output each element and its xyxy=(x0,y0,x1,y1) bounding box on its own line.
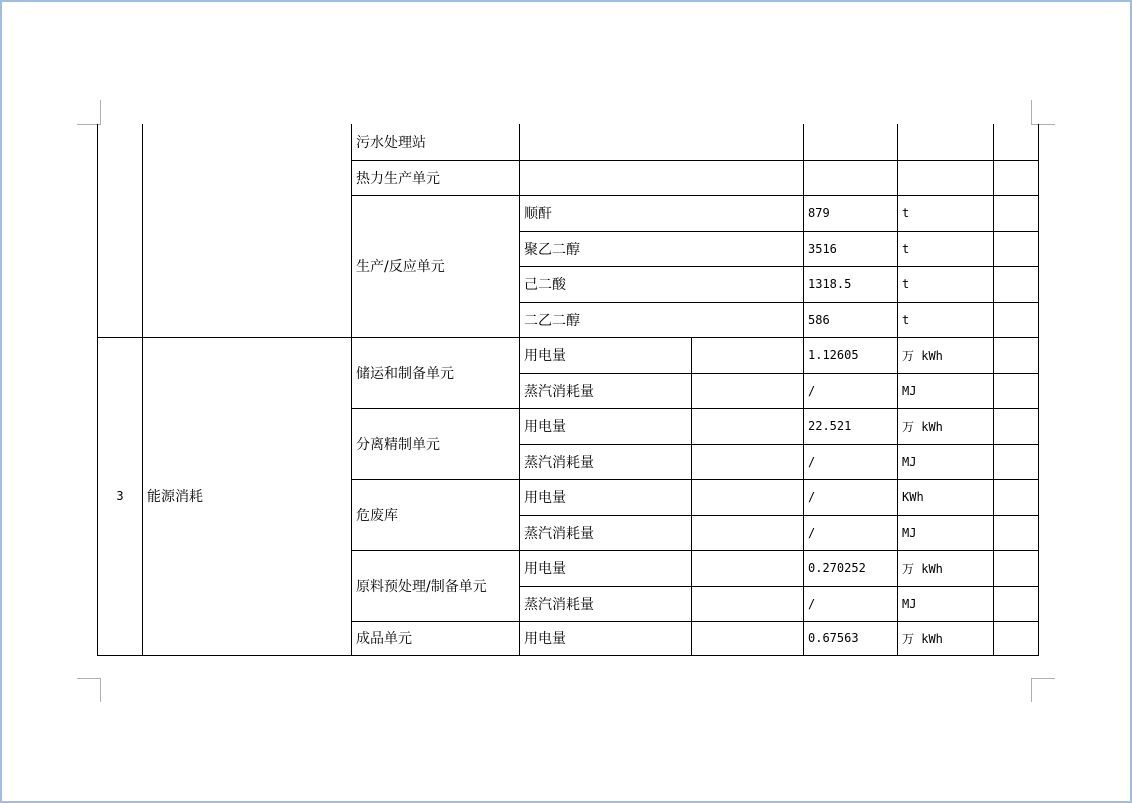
data-table xyxy=(97,124,1039,656)
cell-unit: 污水处理站 xyxy=(352,124,520,160)
cell-unit: 原料预处理/制备单元 xyxy=(352,550,520,621)
cell-item: 顺酐 xyxy=(520,195,804,231)
crop-mark-top-right-v xyxy=(1031,100,1032,124)
cell-item: 用电量 xyxy=(520,408,692,444)
cell-item-extra xyxy=(692,479,804,515)
cell-measure-unit xyxy=(898,160,994,195)
cell-item: 用电量 xyxy=(520,337,692,373)
cell-value: 22.521 xyxy=(804,408,898,444)
cell-value: 0.67563 xyxy=(804,621,898,655)
cell-unit: 成品单元 xyxy=(352,621,520,655)
cell-measure-unit: MJ xyxy=(898,515,994,550)
cell-value: / xyxy=(804,586,898,621)
cell-note xyxy=(994,515,1039,550)
cell-item: 蒸汽消耗量 xyxy=(520,444,692,479)
cell-measure-unit: MJ xyxy=(898,586,994,621)
cell-measure-unit: t xyxy=(898,302,994,337)
cell-value: 3516 xyxy=(804,231,898,266)
cell-item-extra xyxy=(692,408,804,444)
cell-unit: 储运和制备单元 xyxy=(352,337,520,408)
cell-unit: 分离精制单元 xyxy=(352,408,520,479)
cell-measure-unit: MJ xyxy=(898,373,994,408)
cell-measure-unit: t xyxy=(898,195,994,231)
cell-item: 用电量 xyxy=(520,479,692,515)
cell-value: 0.270252 xyxy=(804,550,898,586)
cell-value xyxy=(804,160,898,195)
cell-item: 己二酸 xyxy=(520,266,804,302)
cell-unit: 危废库 xyxy=(352,479,520,550)
cell-item-extra xyxy=(692,337,804,373)
cell-item-extra xyxy=(692,550,804,586)
cell-measure-unit: t xyxy=(898,266,994,302)
cell-value: 586 xyxy=(804,302,898,337)
crop-mark-bottom-right-v xyxy=(1031,678,1032,702)
cell-category: 能源消耗 xyxy=(143,337,352,655)
cell-note xyxy=(994,124,1039,160)
cell-note xyxy=(994,195,1039,231)
cell-item xyxy=(520,160,804,195)
cell-measure-unit: MJ xyxy=(898,444,994,479)
cell-value: / xyxy=(804,444,898,479)
cell-measure-unit xyxy=(898,124,994,160)
cell-item-extra xyxy=(692,586,804,621)
cell-value: / xyxy=(804,479,898,515)
cell-note xyxy=(994,160,1039,195)
cell-measure-unit: t xyxy=(898,231,994,266)
cell-item-extra xyxy=(692,444,804,479)
cell-item: 蒸汽消耗量 xyxy=(520,373,692,408)
cell-measure-unit: 万 kWh xyxy=(898,550,994,586)
cell-note xyxy=(994,266,1039,302)
cell-item: 蒸汽消耗量 xyxy=(520,586,692,621)
cell-no: 3 xyxy=(98,337,143,655)
cell-item: 聚乙二醇 xyxy=(520,231,804,266)
cell-value: / xyxy=(804,373,898,408)
cell-note xyxy=(994,479,1039,515)
cell-value xyxy=(804,124,898,160)
cell-unit: 热力生产单元 xyxy=(352,160,520,195)
cell-item-extra xyxy=(692,373,804,408)
cell-item-extra xyxy=(692,621,804,655)
cell-unit: 生产/反应单元 xyxy=(352,195,520,337)
cell-measure-unit: 万 kWh xyxy=(898,408,994,444)
table-row xyxy=(98,337,1039,373)
cell-value: 1318.5 xyxy=(804,266,898,302)
cell-item: 用电量 xyxy=(520,550,692,586)
table-row xyxy=(98,124,1039,160)
cell-value: / xyxy=(804,515,898,550)
crop-mark-bottom-left-v xyxy=(100,678,101,702)
crop-mark-top-left-v xyxy=(100,100,101,124)
cell-note xyxy=(994,408,1039,444)
cell-item-extra xyxy=(692,515,804,550)
cell-item: 用电量 xyxy=(520,621,692,655)
cell-note xyxy=(994,302,1039,337)
cell-no-continued xyxy=(98,124,143,337)
cell-measure-unit: 万 kWh xyxy=(898,337,994,373)
crop-mark-bottom-right-h xyxy=(1031,678,1055,679)
cell-item: 蒸汽消耗量 xyxy=(520,515,692,550)
cell-note xyxy=(994,444,1039,479)
cell-note xyxy=(994,231,1039,266)
cell-item: 二乙二醇 xyxy=(520,302,804,337)
crop-mark-bottom-left-h xyxy=(77,678,101,679)
cell-note xyxy=(994,621,1039,655)
cell-note xyxy=(994,337,1039,373)
cell-measure-unit: 万 kWh xyxy=(898,621,994,655)
cell-note xyxy=(994,373,1039,408)
cell-item xyxy=(520,124,804,160)
cell-value: 1.12605 xyxy=(804,337,898,373)
cell-note xyxy=(994,586,1039,621)
cell-value: 879 xyxy=(804,195,898,231)
cell-note xyxy=(994,550,1039,586)
cell-category-continued xyxy=(143,124,352,337)
cell-measure-unit: KWh xyxy=(898,479,994,515)
